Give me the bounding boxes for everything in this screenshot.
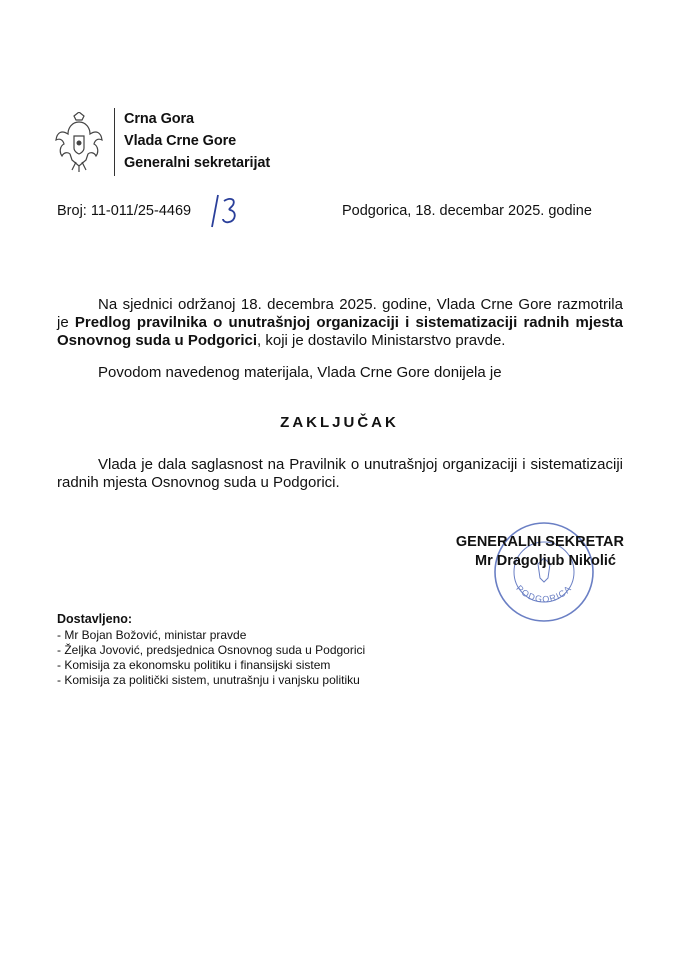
- signatory-title: GENERALNI SEKRETAR: [455, 534, 624, 550]
- list-item: - Komisija za politički sistem, unutrašnju i vanjsku politiku: [57, 673, 360, 687]
- reference-number: Broj: 11-011/25-4469: [57, 203, 192, 219]
- paragraph-1-bold: Predlog pravilnika o unutrašnjoj organizaciji i sistematizaciji radnih mjesta Osnovnog suda u Podgorici: [57, 314, 624, 349]
- header-government: Vlada Crne Gore: [124, 133, 237, 149]
- paragraph-1-end: , koji je dostavilo Ministarstvo pravde.: [257, 332, 506, 349]
- place-and-date: Podgorica, 18. decembar 2025. godine: [342, 203, 592, 219]
- seal-text: PODGORICA: [514, 583, 574, 605]
- paragraph-1-start: Na sjednici održanoj 18. decembra 2025. godine, Vlada Crne Gore razmotrila je: [57, 296, 623, 331]
- list-item: - Komisija za ekonomsku politiku i finansijski sistem: [57, 658, 331, 672]
- paragraph-3: Vlada je dala saglasnost na Pravilnik o unutrašnjoj organizaciji i sistematizaciji radnih mjesta Osnovnog suda u Podgorici.: [57, 456, 623, 491]
- header-divider: [114, 108, 115, 176]
- paragraph-1: [57, 296, 623, 350]
- signatory-name: Mr Dragoljub Nikolić: [475, 553, 616, 569]
- document-title: ZAKLJUČAK: [280, 414, 399, 431]
- list-item: - Željka Jovović, predsjednica Osnovnog suda u Podgorici: [57, 643, 366, 657]
- coat-of-arms-icon: [54, 112, 104, 172]
- handwritten-suffix: [204, 193, 244, 229]
- header-country: Crna Gora: [124, 111, 195, 127]
- paragraph-2: Povodom navedenog materijala, Vlada Crne Gore donijela je: [98, 364, 502, 381]
- distribution-list: [57, 628, 365, 688]
- svg-text:PODGORICA: [514, 583, 573, 604]
- list-item: - Mr Bojan Božović, ministar pravde: [57, 628, 247, 642]
- header-office: Generalni sekretarijat: [124, 155, 271, 171]
- distribution-label: Dostavljeno:: [57, 612, 133, 626]
